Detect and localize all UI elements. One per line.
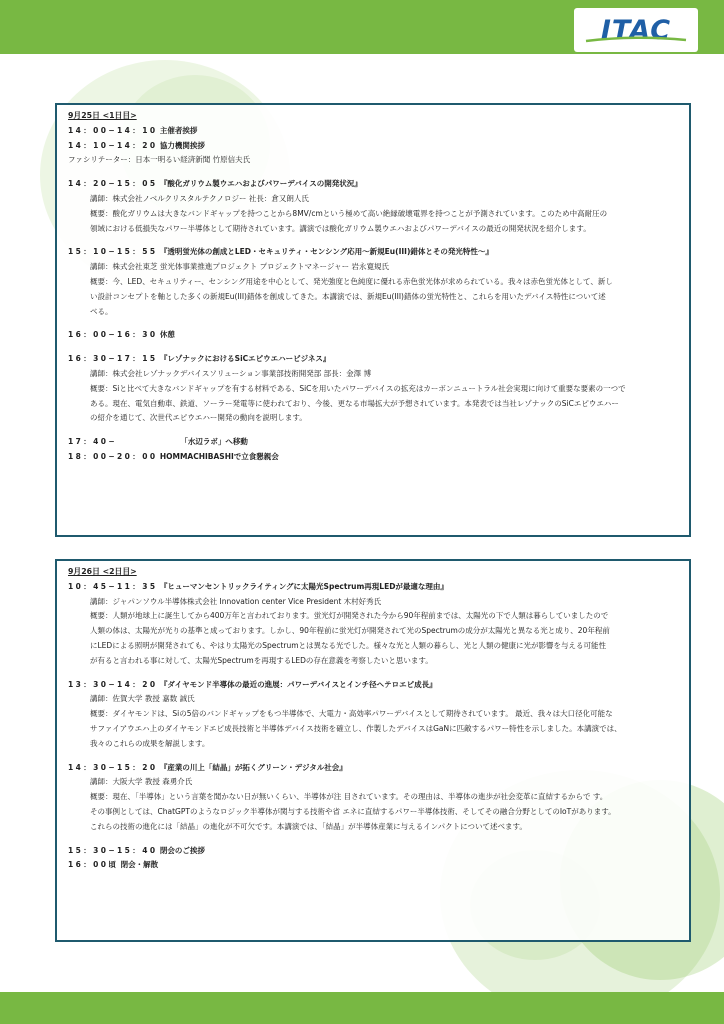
talk-heading xyxy=(68,245,681,260)
item-title: 休憩 xyxy=(159,330,175,340)
abstract-line: い設計コンセプトを軸とした多くの新規Eu(III)錯体を創成してきた。本講演では、新規Eu(III)錯体の蛍光特性と、これらを用いたデバイス特性について述 xyxy=(90,291,606,301)
item-title: 閉会・解散 xyxy=(120,860,159,870)
abstract-line: にLEDによる照明が開発されても、やはり太陽光のSpectrumとは異なる光でした。様々な光と人類の暮らし、光と人類の健康に光が影響を与える可能性 xyxy=(90,640,607,650)
abstract-line: べる。 xyxy=(90,306,113,316)
time: 14：00−14：10 xyxy=(68,125,158,135)
talk-title: 『産業の川上「結晶」が拓くグリーン・デジタル社会』 xyxy=(159,762,347,772)
time: 17：40− xyxy=(68,437,118,447)
schedule-item xyxy=(68,450,681,465)
abstract-line: 概要：ダイヤモンドは、Siの5倍のバンドギャップをもつ半導体で、大電力・高効率パワーデバイスとして期待されています。 最近、我々は大口径化可能な xyxy=(90,709,613,719)
item-title: HOMMACHIBASHIで立食懇親会 xyxy=(159,451,279,461)
item-title: 主催者挨拶 xyxy=(159,125,198,135)
speaker: 講師：株式会社東芝 蛍光体事業推進プロジェクト プロジェクトマネージャー 岩永寛規氏 xyxy=(90,262,390,272)
talk-title: 『酸化ガリウム製ウエハおよびパワーデバイスの開発状況』 xyxy=(159,179,362,189)
speaker: 講師：佐賀大学 教授 嘉数 誠氏 xyxy=(90,694,195,704)
talk-heading xyxy=(68,678,681,693)
schedule-item xyxy=(68,124,681,139)
time: 16：00−16：30 xyxy=(68,330,158,340)
abstract-line: ある。現在、電気自動車、鉄道、ソーラー発電等に使われており、今後、更なる市場拡大が予想されています。本発表では当社レゾナックのSiCエピウエハー xyxy=(90,398,619,408)
day2-schedule-panel xyxy=(55,559,691,942)
talk-heading xyxy=(68,580,681,595)
time: 13：30−14：20 xyxy=(68,679,158,689)
logo-text: ITAC xyxy=(600,14,672,46)
item-title: 閉会のご挨拶 xyxy=(159,845,205,855)
abstract-line: が有ると言われる事に対して、太陽光Spectrumを再現するLEDの存在意義を考察したいと思います。 xyxy=(90,655,433,665)
abstract-line: 概要：Siと比べて大きなバンドギャップを有する材料である、SiCを用いたパワーデバイスの拡充はカーボンニュートラル社会実現に向けて重要な要素の一つで xyxy=(90,383,626,393)
speaker: 講師：株式会社レゾナックデバイスソリューション事業部技術開発部 部長：金澤 博 xyxy=(90,368,372,378)
talk-title: 『ヒューマンセントリックライティングに太陽光Spectrum再現LEDが最適な理由』 xyxy=(159,581,448,591)
schedule-item xyxy=(68,328,681,343)
speaker: 講師：大阪大学 教授 森勇介氏 xyxy=(90,777,193,787)
time: 16：00頃 xyxy=(68,860,119,870)
time: 15：30−15：40 xyxy=(68,845,158,855)
time: 14：20−15：05 xyxy=(68,179,158,189)
day1-header: 9月25日 <1日目> xyxy=(68,111,137,120)
time: 14：10−14：20 xyxy=(68,140,158,150)
schedule-item xyxy=(68,858,681,873)
schedule-item xyxy=(68,435,681,450)
item-title: 協力機関挨拶 xyxy=(159,140,205,150)
abstract-line: 人類の体は、太陽光が光りの基準と成っております。しかし、90年程前に蛍光灯が開発されて光のSpectrumの成分が太陽光と異なる光と成り、20年程前 xyxy=(90,626,610,636)
abstract-line: 概要：現在、「半導体」という言葉を聞かない日が無いくらい、半導体が注 目されています。その理由は、半導体の進歩が社会変革に直結するからで す。 xyxy=(90,792,608,802)
schedule-item xyxy=(68,139,681,154)
abstract-line: サファイアウエハ上のダイヤモンドエピ成長技術と半導体デバイス技術を確立し、作製したデバイスはGaNに匹敵するパワー特性を示しました。本講演では、 xyxy=(90,723,622,733)
abstract-line: 概要：酸化ガリウムは大きなバンドギャップを持つことから8MV/cmという極めて高い絶縁破壊電界を持つことが予測されています。このため中高耐圧の xyxy=(90,208,608,218)
facilitator: ファシリテーター：日本一明るい経済新聞 竹原信夫氏 xyxy=(68,155,251,165)
abstract-line: 概要：今、LED、セキュリティー、センシング用途を中心として、発光強度と色純度に優れる赤色蛍光体が求められている。我々は赤色蛍光体として、新し xyxy=(90,276,613,286)
day1-schedule-panel xyxy=(55,103,691,537)
abstract-line: その事例としては、ChatGPTのようなロジック半導体が関与する技術や省 エネに直結するパワー半導体技術、そしてその融合分野としてのIoTがあります。 xyxy=(90,806,616,816)
itac-logo xyxy=(574,8,698,52)
talk-title: 『レゾナックにおけるSiCエピウエハービジネス』 xyxy=(159,354,331,364)
talk-heading xyxy=(68,352,681,367)
talk-title: 『ダイヤモンド半導体の最近の進展：パワーデバイスとインチ径ヘテロエピ成長』 xyxy=(159,679,437,689)
speaker: 講師：株式会社ノベルクリスタルテクノロジー 社長：倉又朗人氏 xyxy=(90,193,309,203)
schedule-item xyxy=(68,844,681,859)
abstract-line: これらの技術の進化には「結晶」の進化が不可欠です。本講演では、「結晶」が半導体産業に与えるインパクトについて述べます。 xyxy=(90,821,527,831)
speaker: 講師：ジャパンソウル半導体株式会社 Innovation center Vice President 木村好秀氏 xyxy=(90,596,382,606)
abstract-line: の紹介を通じて、次世代エピウエハー開発の動向を説明します。 xyxy=(90,413,307,423)
abstract-line: 我々のこれらの成果を解説します。 xyxy=(90,738,210,748)
talk-heading xyxy=(68,761,681,776)
time: 16：30−17：15 xyxy=(68,354,158,364)
item-title: 「水辺ラボ」へ移動 xyxy=(180,437,248,447)
footer-bar xyxy=(0,992,724,1024)
logo-swoosh-icon xyxy=(584,34,688,44)
abstract-line: 概要：人類が地球上に誕生してから400万年と言われております。蛍光灯が開発された今から90年程前までは、太陽光の下で人類は暮らしていましたので xyxy=(90,611,609,621)
talk-title: 『透明蛍光体の創成とLED・セキュリティ・センシング応用〜新規Eu(III)錯体とその発光特性〜』 xyxy=(159,247,493,257)
time: 15：10−15：55 xyxy=(68,247,158,257)
abstract-line: 領域における低損失なパワー半導体として期待されています。講演では酸化ガリウム製ウエハおよびパワーデバイスの最近の開発状況を紹介します。 xyxy=(90,223,591,233)
time: 18：00−20：00 xyxy=(68,451,158,461)
day2-header: 9月26日 <2日目> xyxy=(68,567,137,576)
time: 14：30−15：20 xyxy=(68,762,158,772)
time: 10：45−11：35 xyxy=(68,581,158,591)
talk-heading xyxy=(68,177,681,192)
